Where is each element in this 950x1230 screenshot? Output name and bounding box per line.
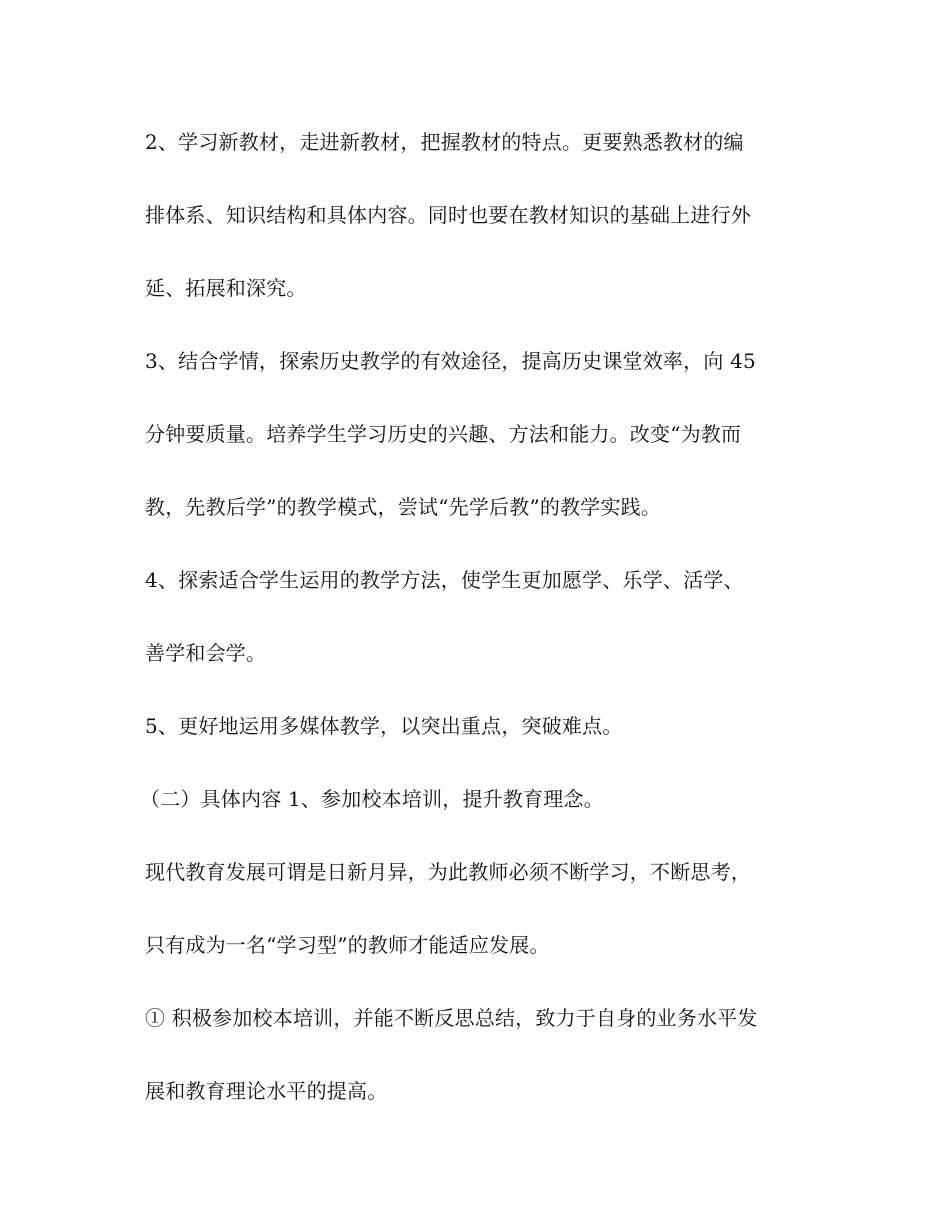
- text-line: 分钟要质量。培养学生学习历史的兴趣、方法和能力。改变“为教而: [145, 422, 742, 446]
- text-line: 现代教育发展可谓是日新月异，为此教师必须不断学习，不断思考，: [145, 860, 751, 884]
- text-line: 只有成为一名“学习型”的教师才能适应发展。: [145, 933, 550, 957]
- section-heading-line: （二）具体内容 1、参加校本培训，提升教育理念。: [140, 787, 604, 811]
- text-line: 2、学习新教材，走进新教材，把握教材的特点。更要熟悉教材的编: [145, 130, 744, 154]
- text-line: 教，先教后学”的教学模式，尝试“先学后教”的教学实践。: [145, 495, 662, 519]
- text-line: 3、结合学情，探索历史教学的有效途径，提高历史课堂效率，向 45: [145, 349, 756, 373]
- text-line: 4、探索适合学生运用的教学方法，使学生更加愿学、乐学、活学、: [145, 568, 744, 592]
- text-line: ① 积极参加校本培训，并能不断反思总结，致力于自身的业务水平发: [145, 1006, 758, 1030]
- text-line: 5、更好地运用多媒体教学，以突出重点，突破难点。: [145, 714, 623, 738]
- text-line: 善学和会学。: [145, 641, 267, 665]
- text-line: 展和教育理论水平的提高。: [145, 1079, 388, 1103]
- text-line: 排体系、知识结构和具体内容。同时也要在教材知识的基础上进行外: [145, 203, 751, 227]
- text-line: 延、拓展和深究。: [145, 276, 307, 300]
